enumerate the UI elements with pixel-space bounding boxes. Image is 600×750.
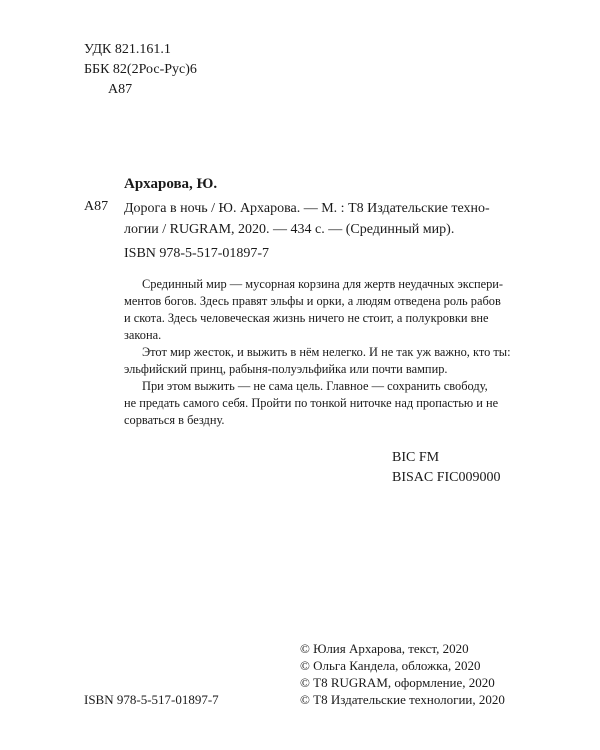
record-author: Архарова, Ю. (124, 176, 218, 192)
record-line: логии / RUGRAM, 2020. — 434 с. — (Срединный мир). (124, 222, 455, 237)
abstract-line: сорваться в бездну. (124, 413, 225, 427)
bic-code: BIC FM (392, 450, 440, 465)
abstract-line: закона. (124, 328, 162, 342)
copyright-line: © Юлия Архарова, текст, 2020 (300, 641, 469, 656)
author-code: А87 (108, 82, 133, 97)
bic-codes (392, 448, 501, 488)
footer-isbn: ISBN 978-5-517-01897-7 (84, 692, 219, 707)
abstract-line: Срединный мир — мусорная корзина для жертв неудачных экспери- (142, 277, 504, 291)
udk-code: УДК 821.161.1 (84, 42, 171, 57)
bbk-code: ББК 82(2Рос-Рус)6 (84, 62, 197, 77)
bibliographic-record (124, 198, 524, 240)
copyright-line: © Т8 RUGRAM, оформление, 2020 (300, 675, 495, 690)
copyright-line: © Т8 Издательские технологии, 2020 (300, 692, 505, 707)
abstract-line: Этот мир жесток, и выжить в нём нелегко. И не так уж важно, кто ты: (142, 345, 511, 359)
abstract-line: эльфийский принц, рабыня-полуэльфийка или почти вампир. (124, 362, 448, 376)
abstract-line: При этом выжить — не сама цель. Главное — сохранить свободу, (142, 379, 488, 393)
classification-block (84, 40, 197, 100)
abstract-line: ментов богов. Здесь правят эльфы и орки, а людям отведена роль рабов (124, 294, 501, 308)
copyright-block (300, 640, 505, 708)
copyright-line: © Ольга Канделa, обложка, 2020 (300, 658, 481, 673)
record-line: Дорога в ночь / Ю. Архарова. — М. : Т8 Издательские техно- (124, 201, 490, 216)
record-side-code: А87 (84, 199, 109, 214)
abstract (124, 276, 524, 429)
record-isbn: ISBN 978-5-517-01897-7 (124, 246, 270, 261)
abstract-line: не предать самого себя. Пройти по тонкой ниточке над пропастью и не (124, 396, 499, 410)
abstract-line: и скота. Здесь человеческая жизнь ничего не стоит, а полукровки вне (124, 311, 489, 325)
bisac-code: BISAC FIC009000 (392, 470, 501, 485)
